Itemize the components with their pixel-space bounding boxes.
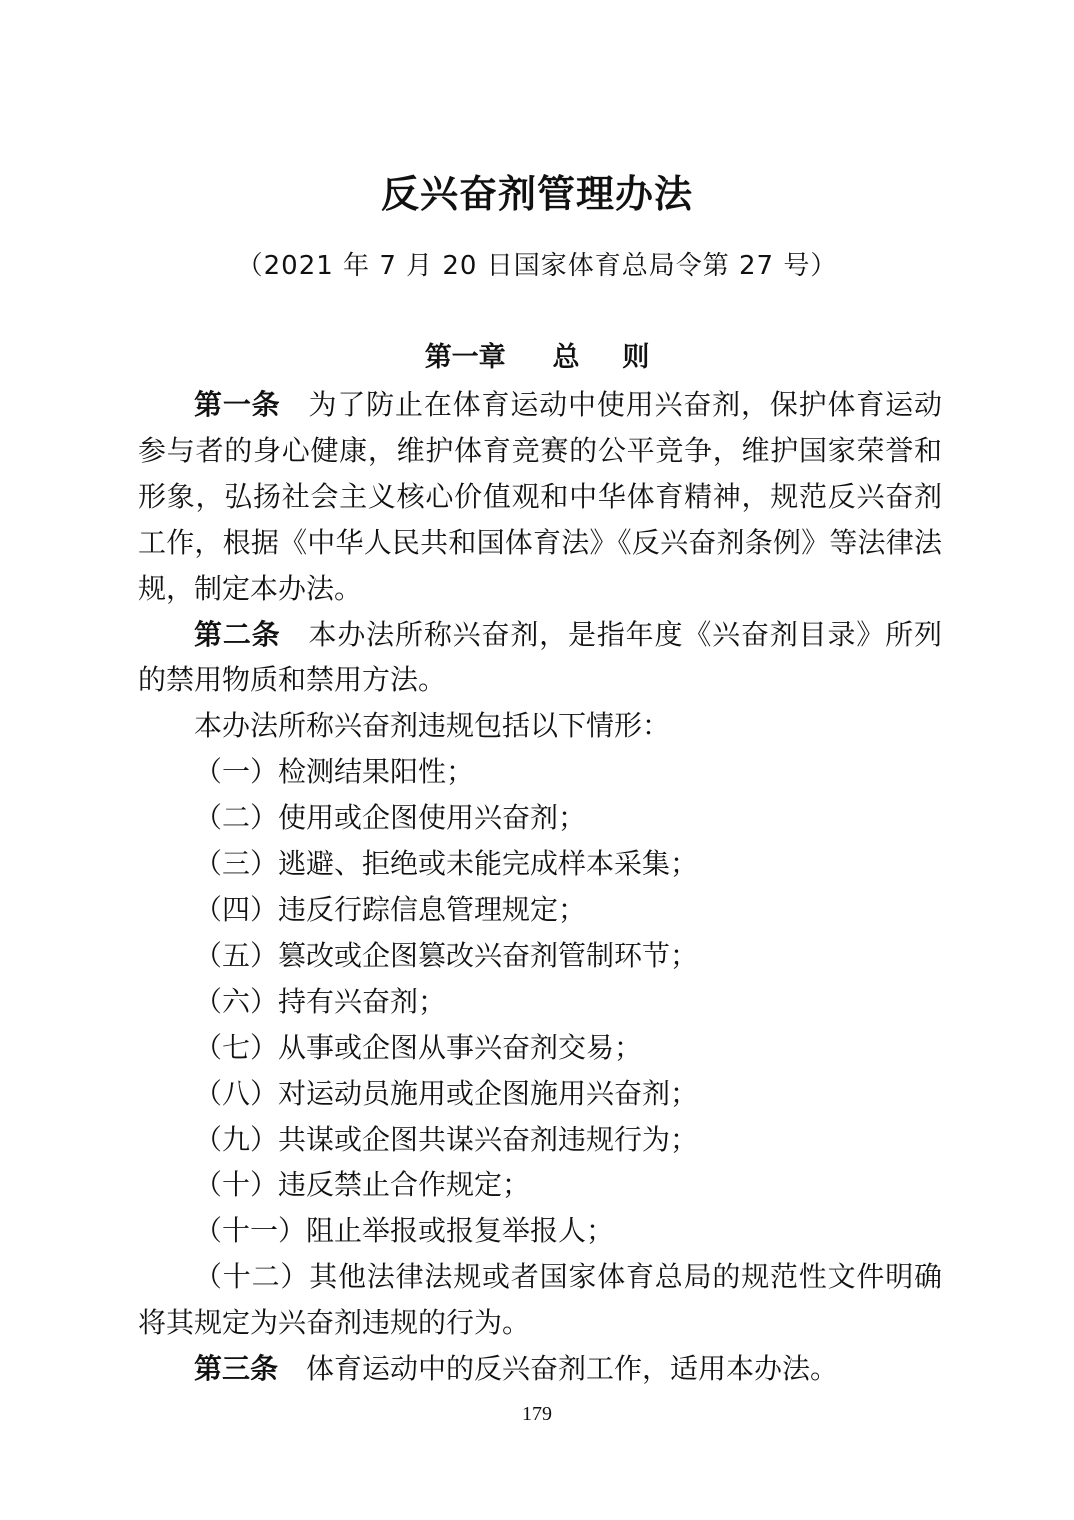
article-1-label: 第一条 xyxy=(194,388,281,421)
article-3 xyxy=(138,1346,942,1392)
chapter-heading xyxy=(0,338,1074,378)
chapter-number: 第一章 xyxy=(424,342,506,373)
article-1 xyxy=(138,382,942,612)
list-item: （二）使用或企图使用兴奋剂； xyxy=(194,801,587,835)
list-item: （三）逃避、拒绝或未能完成样本采集； xyxy=(194,847,699,881)
list-item-last: （十二）其他法律法规或者国家体育总局的规范性文件明确将其规定为兴奋剂违规的行为。 xyxy=(138,1260,942,1340)
article-2-intro: 本办法所称兴奋剂违规包括以下情形： xyxy=(194,709,671,743)
list-item: （十）违反禁止合作规定； xyxy=(194,1168,531,1202)
list-item: （六）持有兴奋剂； xyxy=(194,984,447,1018)
list-item: （十一）阻止举报或报复举报人； xyxy=(194,1214,615,1248)
chapter-title-char-1: 总 xyxy=(552,342,580,373)
article-2 xyxy=(138,612,942,704)
document-subtitle: （2021 年 7 月 20 日国家体育总局令第 27 号） xyxy=(236,251,838,281)
list-item: （九）共谋或企图共谋兴奋剂违规行为； xyxy=(194,1122,699,1156)
document-body xyxy=(138,382,942,1392)
list-item: （四）违反行踪信息管理规定； xyxy=(194,892,587,926)
list-item: （八）对运动员施用或企图施用兴奋剂； xyxy=(194,1076,699,1110)
list-item: （一）检测结果阳性； xyxy=(194,755,475,789)
list-item: （五）篡改或企图篡改兴奋剂管制环节； xyxy=(194,938,699,972)
article-2-text: 本办法所称兴奋剂，是指年度《兴奋剂目录》所列的禁用物质和禁用方法。 xyxy=(138,617,942,697)
chapter-title-char-2: 则 xyxy=(622,342,650,373)
article-1-text: 为了防止在体育运动中使用兴奋剂，保护体育运动参与者的身心健康，维护体育竞赛的公平竞争，维护国家荣誉和形象，弘扬社会主义核心价值观和中华体育精神，规范反兴奋剂工作，根据《中华人民共和国体育法》《反兴奋剂条例》等法律法规，制定本办法。 xyxy=(138,388,942,605)
document-title: 反兴奋剂管理办法 xyxy=(380,171,693,216)
page-number: 179 xyxy=(522,1403,552,1425)
article-3-text: 体育运动中的反兴奋剂工作，适用本办法。 xyxy=(306,1352,839,1386)
article-2-label: 第二条 xyxy=(194,617,281,651)
list-item: （七）从事或企图从事兴奋剂交易； xyxy=(194,1030,643,1064)
article-3-label: 第三条 xyxy=(194,1352,279,1386)
